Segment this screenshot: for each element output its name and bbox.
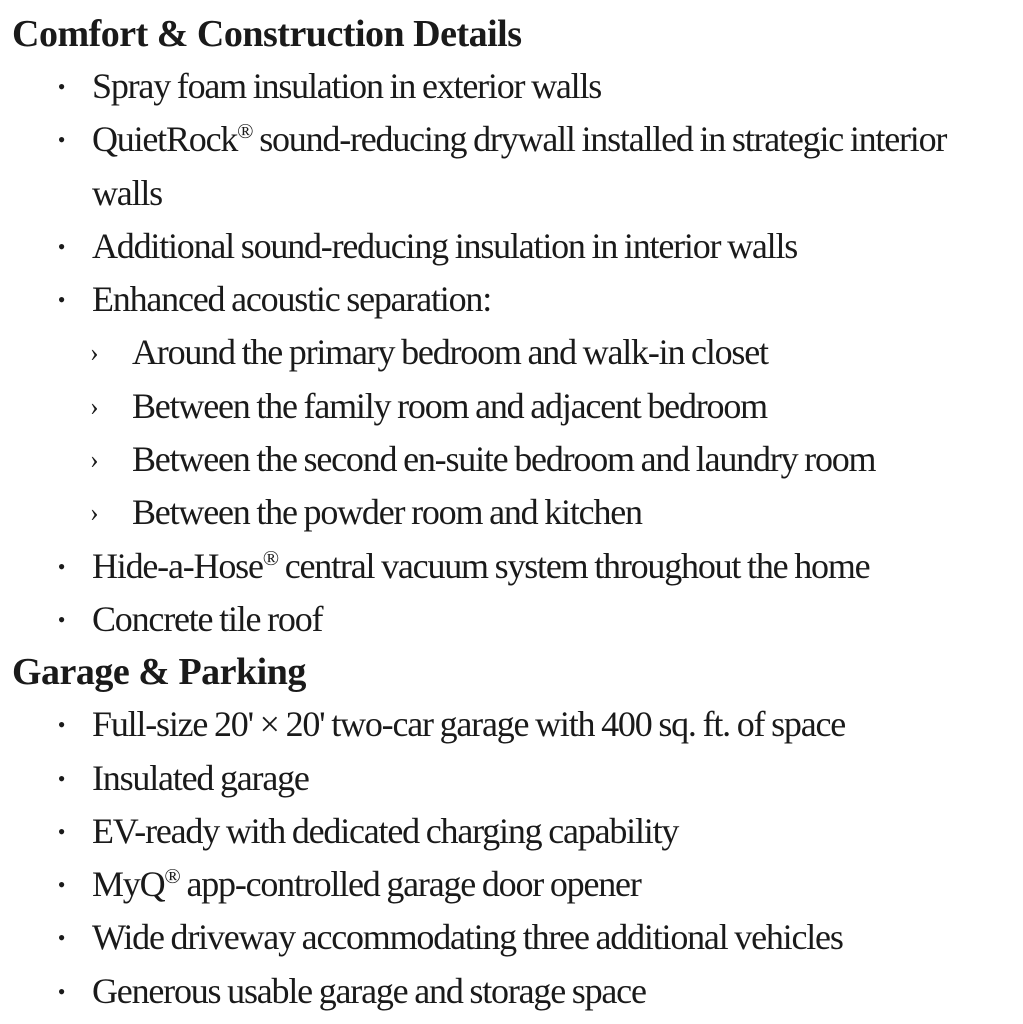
list-item [12, 752, 1012, 805]
list-item-text: app-controlled garage door opener [179, 864, 641, 905]
list-item-text: EV-ready with dedicated charging capability [92, 810, 679, 851]
list-item-text: Insulated garage [92, 757, 309, 798]
list-item [12, 220, 1012, 273]
sub-list-item-text: Around the primary bedroom and walk-in closet [132, 332, 768, 373]
comfort-construction-list [12, 60, 1012, 326]
sub-list-item-text: Between the family room and adjacent bedroom [132, 385, 767, 426]
bullet-marker: • [57, 765, 65, 791]
list-item [12, 593, 1012, 646]
list-item [12, 805, 1012, 858]
bullet-marker: • [57, 606, 65, 632]
list-item-text: Wide driveway accommodating three additional vehicles [92, 917, 843, 958]
list-item-text: Concrete tile roof [92, 598, 323, 639]
section-title-comfort-construction: Comfort & Construction Details [12, 13, 522, 55]
list-item-text: sound-reducing drywall installed in strategic interior walls [92, 119, 947, 213]
sub-list-item-text: Between the powder room and kitchen [132, 492, 642, 533]
bullet-marker: • [57, 287, 65, 313]
list-item [12, 965, 1012, 1018]
list-item-text-brand: MyQ [92, 864, 165, 905]
registered-trademark: ® [262, 545, 278, 570]
list-item [12, 113, 952, 220]
list-item [12, 911, 1012, 964]
list-item [12, 60, 1012, 113]
bullet-marker: • [57, 818, 65, 844]
sub-list-item [12, 380, 1012, 433]
bullet-marker: • [57, 74, 65, 99]
sub-bullet-marker: › [90, 498, 98, 528]
sub-list-item [12, 486, 1012, 539]
bullet-marker: • [57, 233, 65, 259]
list-item-text: central vacuum system throughout the home [277, 545, 870, 586]
bullet-marker: • [57, 978, 65, 1004]
list-item [12, 273, 1012, 326]
bullet-marker: • [57, 712, 65, 738]
registered-trademark: ® [237, 119, 253, 144]
list-item-text-brand: QuietRock [92, 119, 238, 160]
bullet-marker: • [57, 925, 65, 951]
list-item-text-brand: Hide-a-Hose [92, 545, 263, 586]
bullet-marker: • [57, 553, 65, 579]
list-item-text: Enhanced acoustic separation: [92, 279, 492, 320]
list-item [12, 698, 1012, 751]
sub-list-item [12, 326, 1012, 379]
sub-bullet-marker: › [90, 338, 98, 368]
registered-trademark: ® [164, 864, 180, 889]
sub-bullet-marker: › [90, 445, 98, 475]
bullet-marker: • [57, 127, 65, 153]
sub-list-item-text: Between the second en-suite bedroom and laundry room [132, 439, 876, 480]
acoustic-separation-sublist [12, 326, 1012, 539]
comfort-construction-list-continued [12, 540, 1012, 647]
sub-list-item [12, 433, 1012, 486]
list-item [12, 858, 1012, 911]
list-item-text: Generous usable garage and storage space [92, 970, 646, 1011]
document-page [12, 8, 1012, 1018]
sub-bullet-marker: › [90, 391, 98, 421]
list-item-text: Full-size 20' × 20' two-car garage with 400 sq. ft. of space [92, 704, 846, 745]
list-item-text: Spray foam insulation in exterior walls [92, 66, 602, 106]
list-item [12, 540, 1012, 593]
bullet-marker: • [57, 872, 65, 898]
section-title-garage-parking: Garage & Parking [12, 651, 306, 694]
garage-parking-list [12, 698, 1012, 1018]
list-item-text: Additional sound-reducing insulation in interior walls [92, 225, 798, 266]
